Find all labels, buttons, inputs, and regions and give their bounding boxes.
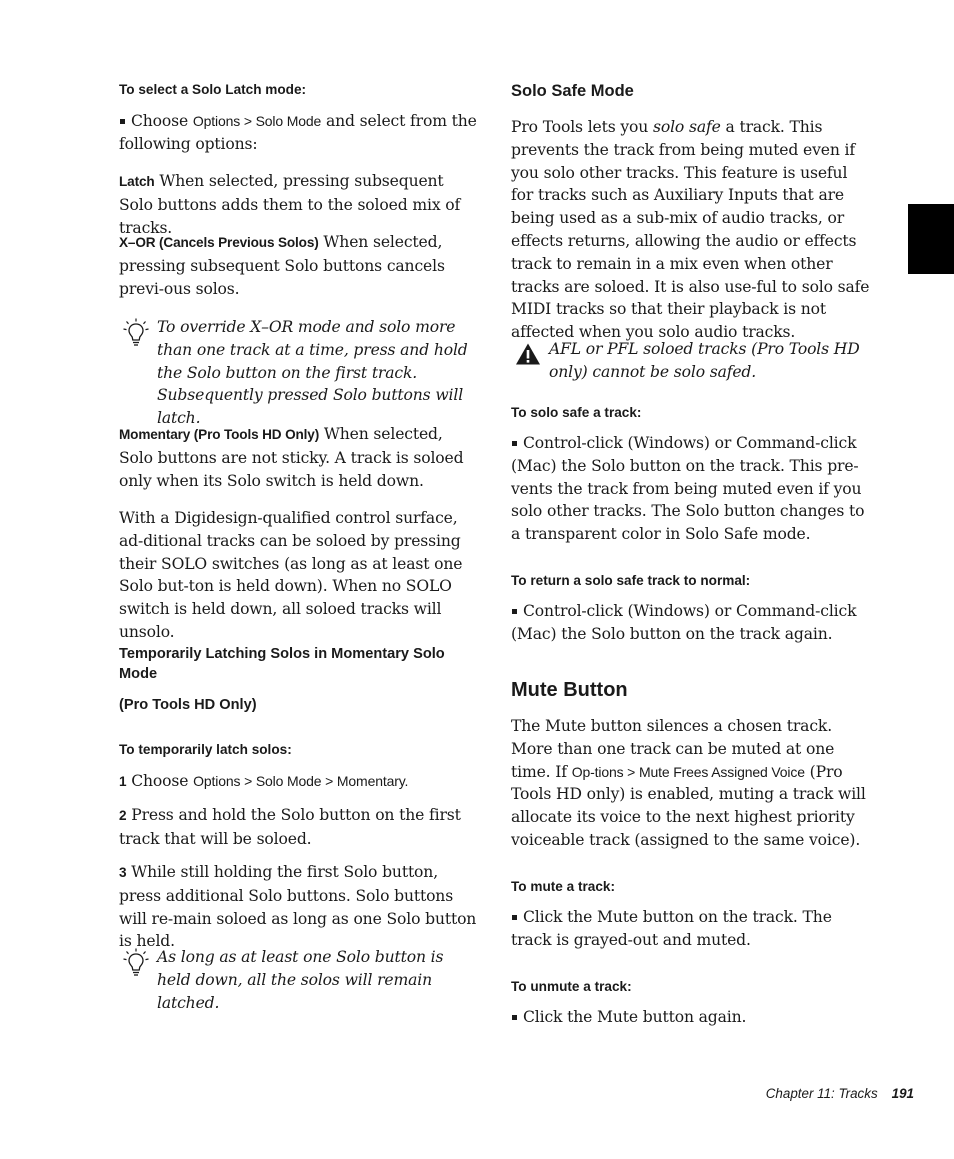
step-2: 2 Press and hold the Solo button on the first track that will be soloed. bbox=[119, 806, 461, 848]
bullet-icon bbox=[512, 609, 517, 614]
lightbulb-icon bbox=[123, 318, 149, 348]
step-1: 1 Choose Options > Solo Mode > Momentary. bbox=[119, 772, 409, 790]
term: Momentary (Pro Tools HD Only) bbox=[119, 427, 320, 442]
step-3: 3 While still holding the first Solo button, press additional Solo buttons. Solo buttons will re-main soloed as long as one Solo button is held. bbox=[119, 863, 477, 951]
bullet-icon bbox=[512, 1015, 517, 1020]
subsection-heading: Temporarily Latching Solos in Momentary Solo Mode bbox=[119, 646, 445, 682]
procedure-heading: To select a Solo Latch mode: bbox=[119, 82, 307, 97]
procedure-heading: To mute a track: bbox=[511, 879, 615, 894]
warning-icon bbox=[515, 342, 541, 366]
lightbulb-icon bbox=[123, 948, 149, 978]
definition-xor: X–OR (Cancels Previous Solos) When selected, pressing subsequent Solo buttons cancels previ-ous solos. bbox=[119, 233, 445, 298]
section-heading: Solo Safe Mode bbox=[511, 82, 634, 100]
bullet-item: Click the Mute button again. bbox=[511, 1006, 871, 1029]
page-footer bbox=[766, 1086, 914, 1101]
definition-latch: Latch When selected, pressing subsequent Solo buttons adds them to the soloed mix of tracks. bbox=[119, 172, 461, 237]
tip-note bbox=[119, 946, 477, 1014]
tip-text: As long as at least one Solo button is held down, all the solos will remain latched. bbox=[157, 948, 444, 1012]
warning-note bbox=[511, 338, 871, 384]
definition-momentary: Momentary (Pro Tools HD Only) When selected, Solo buttons are not sticky. A track is soloed only when its Solo switch is held down. bbox=[119, 425, 464, 490]
page-number: 191 bbox=[891, 1086, 914, 1101]
subsection-heading-2: (Pro Tools HD Only) bbox=[119, 697, 257, 713]
step-number: 2 bbox=[119, 808, 127, 823]
body-paragraph: With a Digidesign-qualified control surface, ad-ditional tracks can be soloed by pressing their SOLO switches (as long as at least one Solo but-ton is held down). When no SOLO switch is held down, all soloed tracks will unsolo. bbox=[119, 509, 463, 641]
warning-text: AFL or PFL soloed tracks (Pro Tools HD only) cannot be solo safed. bbox=[549, 340, 860, 381]
step-number: 3 bbox=[119, 865, 127, 880]
procedure-heading: To solo safe a track: bbox=[511, 405, 642, 420]
bullet-item: Control-click (Windows) or Command-click (Mac) the Solo button on the track again. bbox=[511, 602, 857, 643]
procedure-heading: To return a solo safe track to normal: bbox=[511, 573, 751, 588]
bullet-icon bbox=[512, 441, 517, 446]
bullet-item: Control-click (Windows) or Command-click (Mac) the Solo button on the track. This pre-vents the track from being muted even if you solo other tracks. The Solo button changes to a transparent color in Solo Safe mode. bbox=[511, 434, 865, 544]
body-paragraph: The Mute button silences a chosen track. More than one track can be muted at one time. If Op-tions > Mute Frees Assigned Voice (Pro Tools HD only) is enabled, muting a track will allocate its voice to the next highest priority voiceable track (assigned to the same voice). bbox=[511, 717, 866, 849]
section-heading: Mute Button bbox=[511, 679, 628, 701]
body-paragraph: Pro Tools lets you solo safe a track. This prevents the track from being muted even if you solo other tracks. This feature is useful for tracks such as Auxiliary Inputs that are being used as a sub-mix of audio tracks, or effects returns, allowing the audio or effects track to remain in a mix even when other tracks are soloed. It is also use-ful to solo safe MIDI tracks so that their playback is not affected when you solo audio tracks. bbox=[511, 118, 870, 342]
bullet-icon bbox=[512, 915, 517, 920]
procedure-heading: To unmute a track: bbox=[511, 979, 632, 994]
tip-note bbox=[119, 316, 477, 430]
term: Latch bbox=[119, 174, 155, 189]
tip-text: To override X–OR mode and solo more than one track at a time, press and hold the Solo button on the first track. Subsequently pressed Solo buttons will latch. bbox=[157, 318, 468, 428]
step-number: 1 bbox=[119, 774, 127, 789]
bullet-icon bbox=[120, 119, 125, 124]
term: X–OR (Cancels Previous Solos) bbox=[119, 235, 319, 250]
bullet-item: Click the Mute button on the track. The track is grayed-out and muted. bbox=[511, 908, 832, 949]
chapter-label: Chapter 11: Tracks bbox=[765, 1086, 878, 1101]
bullet-item: Choose Options > Solo Mode and select from the following options: bbox=[119, 112, 477, 153]
chapter-thumb-tab bbox=[908, 204, 954, 274]
procedure-heading: To temporarily latch solos: bbox=[119, 742, 292, 757]
